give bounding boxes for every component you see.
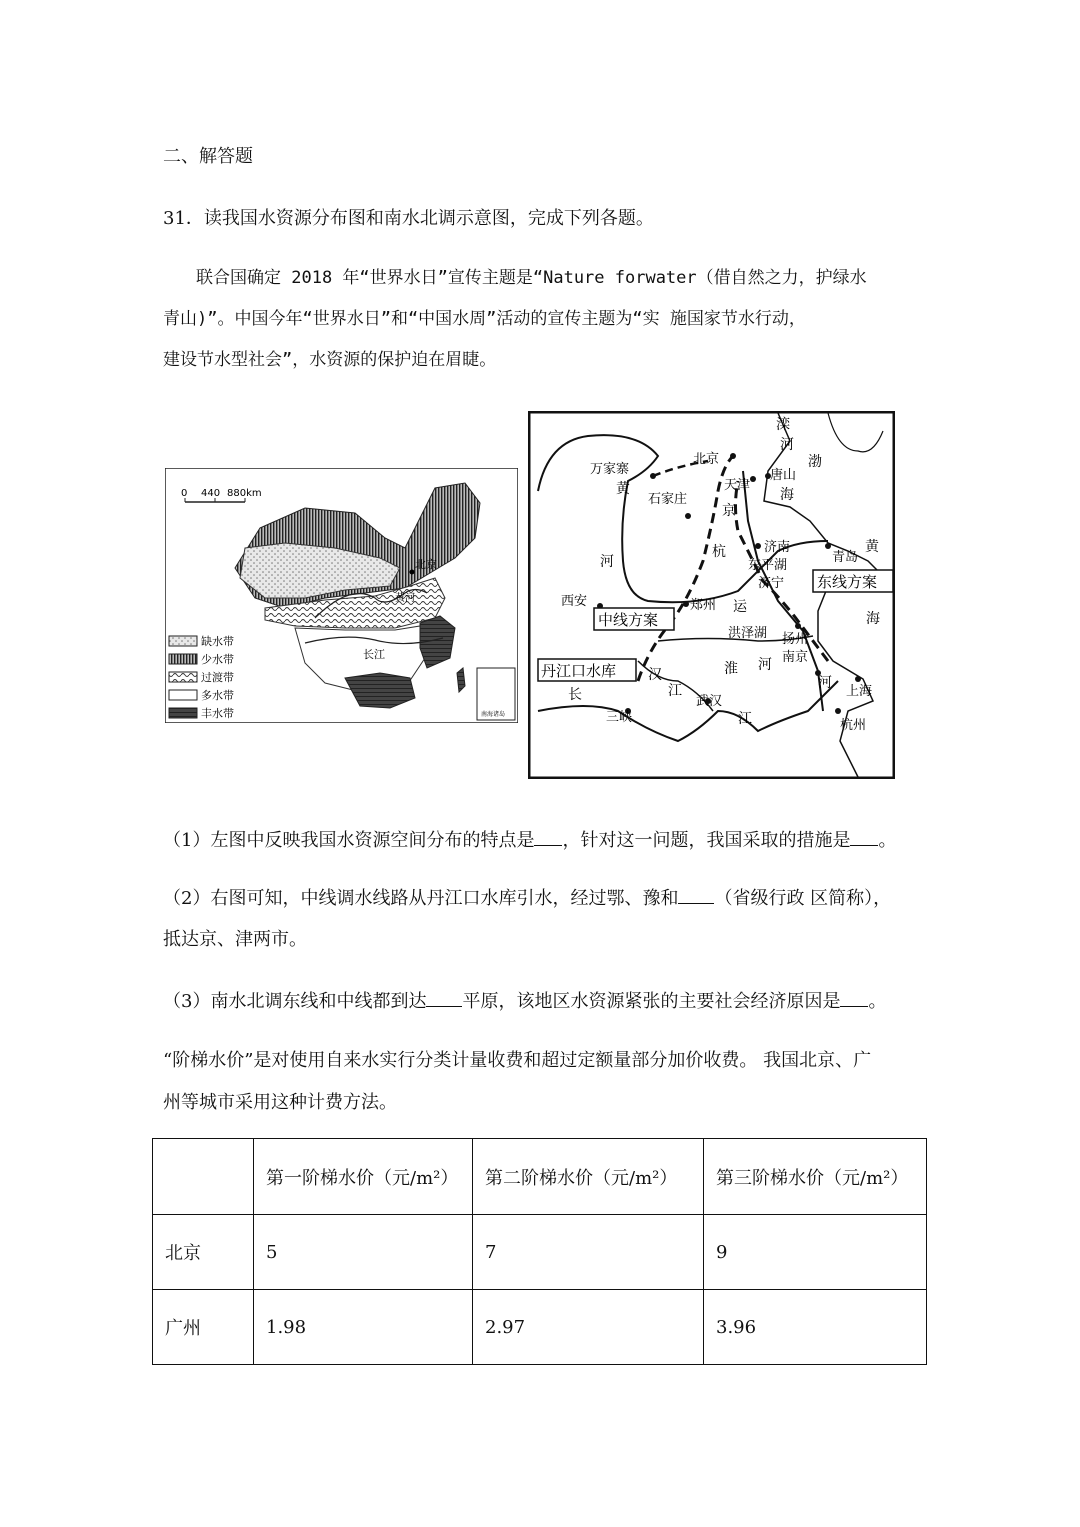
label-hai2: 海 <box>866 611 880 627</box>
table-cell: 2.97 <box>473 1290 704 1365</box>
q2-blank-1[interactable] <box>678 885 714 904</box>
label-he1: 河 <box>600 554 614 570</box>
table-cell-city: 广州 <box>153 1290 254 1365</box>
scale-label-0: 0 <box>181 488 188 499</box>
table-row <box>153 1215 927 1290</box>
label-huang1: 黄 <box>616 481 630 497</box>
label-jining: 济宁 <box>758 576 785 591</box>
table-cell-city: 北京 <box>153 1215 254 1290</box>
table-cell: 1.98 <box>254 1290 473 1365</box>
table-header-cell: 第二阶梯水价（元/m²） <box>473 1139 704 1215</box>
q2-text-a: （2）右图可知，中线调水线路从丹江口水库引水，经过鄂、豫和 <box>163 888 679 909</box>
paragraph1-line2: 青山)”。中国今年“世界水日”和“中国水周”活动的宣传主题为“实 施国家节水行动， <box>163 309 806 329</box>
label-nanjing: 南京 <box>782 650 809 665</box>
label-hang: 杭 <box>712 544 726 560</box>
danjiangkou-label: 丹江口水库 <box>541 662 617 680</box>
label-tianjin: 天津 <box>724 478 751 493</box>
legend-dry: 缺水带 <box>201 635 234 648</box>
table-header-cell: 第三阶梯水价（元/m²） <box>704 1139 927 1215</box>
label-yun: 运 <box>733 599 747 615</box>
label-huang2: 黄 <box>865 539 879 555</box>
label-chang: 长 <box>568 687 582 703</box>
table-cell: 3.96 <box>704 1290 927 1365</box>
sub-question-3 <box>163 987 886 1013</box>
label-qingdao: 青岛 <box>832 550 859 565</box>
label-tangshan: 唐山 <box>770 468 797 483</box>
label-hangzhou: 杭州 <box>840 718 867 733</box>
table-header-row <box>153 1139 927 1215</box>
table-row <box>153 1290 927 1365</box>
label-dongpinghu: 东平湖 <box>748 558 788 573</box>
paragraph1-line1: 联合国确定 2018 年“世界水日”宣传主题是“Nature forwater（借自然之力，护绿水 <box>196 268 867 288</box>
q1-blank-2[interactable] <box>850 827 878 846</box>
label-shijiazhuang: 石家庄 <box>648 492 688 507</box>
paragraph2-line2: 州等城市采用这种计费方法。 <box>163 1092 397 1113</box>
label-wuhan: 武汉 <box>696 694 723 709</box>
q3-blank-1[interactable] <box>426 988 462 1007</box>
question-text: 读我国水资源分布图和南水北调示意图，完成下列各题。 <box>203 208 654 229</box>
label-shanghai: 上海 <box>846 684 873 699</box>
label-he3: 河 <box>818 675 832 691</box>
section-title: 二、解答题 <box>163 146 253 167</box>
q1-blank-1[interactable] <box>534 827 562 846</box>
label-xian: 西安 <box>561 594 588 609</box>
label-zhengzhou: 郑州 <box>690 598 717 613</box>
label-yangzhou: 扬州 <box>782 632 809 647</box>
scale-label-880: 880km <box>227 488 262 499</box>
beijing-dot <box>410 570 415 575</box>
beijing-label: 北京 <box>415 558 437 571</box>
water-price-table <box>152 1138 927 1365</box>
label-sanxia: 三峡 <box>606 710 633 725</box>
label-huai: 淮 <box>724 661 738 677</box>
sub-question-2 <box>163 884 891 910</box>
scale-label-440: 440 <box>201 488 221 499</box>
label-he2: 河 <box>758 657 772 673</box>
label-jinan: 济南 <box>764 540 791 555</box>
legend-rich: 丰水带 <box>201 707 234 720</box>
label-beijing: 北京 <box>693 452 720 467</box>
table-cell: 5 <box>254 1215 473 1290</box>
q3-text-b: 平原，该地区水资源紧张的主要社会经济原因是 <box>462 991 841 1012</box>
q3-blank-2[interactable] <box>840 988 868 1007</box>
east-route-label: 东线方案 <box>817 573 878 591</box>
label-jing: 京 <box>722 503 736 519</box>
legend-plenty: 多水带 <box>201 689 234 702</box>
label-hai1: 海 <box>780 487 794 503</box>
yellow-river-label: 黄河 <box>395 593 415 604</box>
label-jiang1: 江 <box>668 683 682 699</box>
q2-text-b: （省级行政 区简称）， <box>714 888 892 909</box>
label-luan-he: 河 <box>780 437 794 453</box>
table-header-cell: 第一阶梯水价（元/m²） <box>254 1139 473 1215</box>
question-number: 31． <box>163 208 204 229</box>
label-wanjiazhai: 万家寨 <box>590 462 630 477</box>
label-luan: 滦 <box>776 417 790 433</box>
q1-text-b: ，针对这一问题，我国采取的措施是 <box>562 830 851 851</box>
q3-text-a: （3）南水北调东线和中线都到达 <box>163 991 427 1012</box>
label-bohai: 渤 <box>808 454 822 470</box>
q3-text-end: 。 <box>868 991 887 1012</box>
q1-text-end: 。 <box>878 830 897 851</box>
legend-little: 少水带 <box>201 653 234 666</box>
water-distribution-map <box>165 468 518 723</box>
label-jiang2: 江 <box>738 711 752 727</box>
inset-label: 南海诸岛 <box>481 711 506 718</box>
paragraph2-line1: “阶梯水价”是对使用自来水实行分类计量收费和超过定额量部分加价收费。 我国北京、广 <box>163 1050 872 1071</box>
question-stem <box>163 204 654 230</box>
water-diversion-map <box>528 411 895 779</box>
sub-question-1 <box>163 826 896 852</box>
paragraph1-line3: 建设节水型社会”，水资源的保护迫在眉睫。 <box>163 350 497 370</box>
table-cell: 9 <box>704 1215 927 1290</box>
yangtze-label: 长江 <box>363 648 385 661</box>
table-cell: 7 <box>473 1215 704 1290</box>
label-han: 汉 <box>648 667 662 683</box>
label-honghuhu: 洪泽湖 <box>728 626 768 641</box>
legend-transition: 过渡带 <box>201 671 234 684</box>
table-header-cell <box>153 1139 254 1215</box>
q1-text-a: （1）左图中反映我国水资源空间分布的特点是 <box>163 830 535 851</box>
sub-question-2-line2: 抵达京、津两市。 <box>163 929 307 950</box>
middle-route-label: 中线方案 <box>598 611 659 629</box>
